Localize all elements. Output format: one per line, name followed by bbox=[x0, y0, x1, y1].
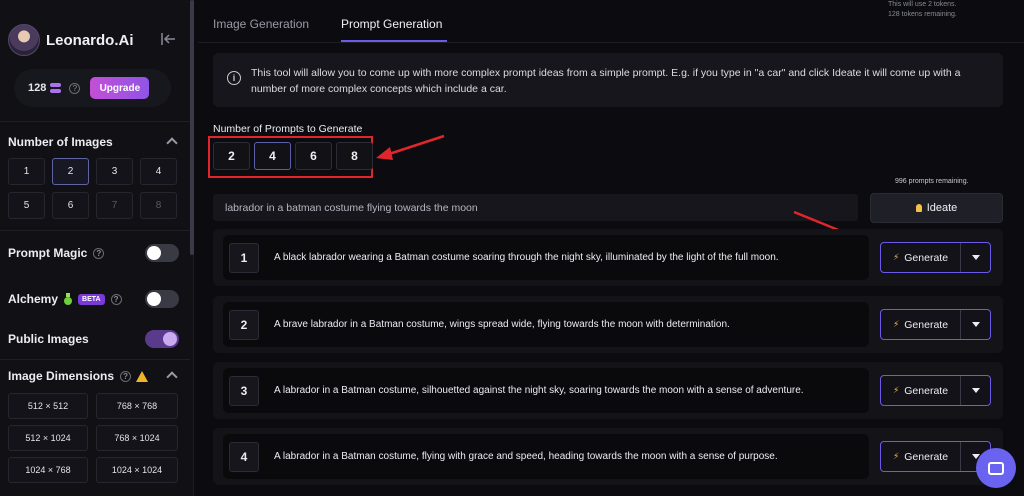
result-text: A brave labrador in a Batman costume, wings spread wide, flying towards the moon with determination. bbox=[274, 319, 730, 330]
sidebar bbox=[0, 0, 194, 496]
prompt-input[interactable]: labrador in a batman costume flying towards the moon bbox=[213, 194, 858, 221]
upgrade-button[interactable]: Upgrade bbox=[90, 77, 149, 99]
generate-options-dropdown[interactable] bbox=[961, 376, 990, 405]
image-dimensions-label bbox=[8, 369, 148, 383]
public-images-label bbox=[8, 332, 89, 346]
result-text: A black labrador wearing a Batman costume soaring through the night sky, illuminated by the light of the full moon. bbox=[274, 252, 779, 263]
image-count-option[interactable]: 6 bbox=[52, 192, 89, 219]
prompt-result-card bbox=[213, 229, 1003, 286]
divider bbox=[0, 121, 190, 122]
dimension-option[interactable]: 768 × 1024 bbox=[96, 425, 178, 451]
image-count-option[interactable]: 3 bbox=[96, 158, 133, 185]
token-count: 128 bbox=[28, 82, 47, 94]
bolt-icon: ⚡ bbox=[892, 252, 900, 262]
annotation-arrow-icon bbox=[372, 133, 448, 163]
brand-name: Leonardo.Ai bbox=[46, 31, 134, 49]
help-icon[interactable]: ? bbox=[93, 248, 104, 259]
help-icon[interactable]: ? bbox=[120, 371, 131, 382]
prompt-result bbox=[223, 302, 869, 347]
generate-split-button bbox=[880, 375, 991, 406]
divider bbox=[0, 359, 190, 360]
generate-split-button bbox=[880, 441, 991, 472]
chat-support-button[interactable] bbox=[976, 448, 1016, 488]
generate-label: Generate bbox=[904, 318, 949, 331]
image-dimensions-options bbox=[8, 393, 178, 483]
prompt-result-card bbox=[213, 428, 1003, 485]
generate-button[interactable] bbox=[881, 310, 961, 339]
prompt-result-card bbox=[213, 296, 1003, 353]
generate-button[interactable] bbox=[881, 442, 961, 471]
prompt-magic-text: Prompt Magic bbox=[8, 246, 88, 260]
generate-label: Generate bbox=[904, 450, 949, 463]
prompt-count-option[interactable]: 8 bbox=[336, 142, 373, 170]
info-icon: i bbox=[227, 71, 241, 85]
dimension-option[interactable]: 512 × 512 bbox=[8, 393, 88, 419]
bolt-icon: ⚡ bbox=[892, 385, 900, 395]
caret-down-icon bbox=[972, 388, 980, 393]
info-text: This tool will allow you to come up with more complex prompt ideas from a simple prompt. E.g. if you type in "a car" and click Ideate it will come up with a number of more complex concepts which include a car. bbox=[251, 67, 961, 95]
beta-badge: BETA bbox=[78, 294, 105, 305]
prompt-count-option[interactable]: 6 bbox=[295, 142, 332, 170]
tab-image-generation[interactable]: Image Generation bbox=[213, 17, 310, 31]
generate-button[interactable] bbox=[881, 376, 961, 405]
result-number: 4 bbox=[229, 442, 259, 472]
bolt-icon: ⚡ bbox=[892, 319, 900, 329]
tab-prompt-generation[interactable]: Prompt Generation bbox=[341, 17, 443, 31]
warning-icon bbox=[136, 371, 148, 382]
generate-label: Generate bbox=[904, 384, 949, 397]
generate-options-dropdown[interactable] bbox=[961, 310, 990, 339]
tabs-divider bbox=[198, 42, 1024, 43]
bolt-icon: ⚡ bbox=[892, 451, 900, 461]
dimension-option[interactable]: 1024 × 768 bbox=[8, 457, 88, 483]
prompt-result-card bbox=[213, 362, 1003, 419]
tokens-remaining-line: 128 tokens remaining. bbox=[888, 11, 957, 18]
caret-down-icon bbox=[972, 322, 980, 327]
alchemy-label bbox=[8, 292, 122, 306]
prompt-count-option[interactable]: 2 bbox=[213, 142, 250, 170]
info-banner bbox=[213, 53, 1003, 107]
prompt-count-option[interactable]: 4 bbox=[254, 142, 291, 170]
image-count-option[interactable]: 1 bbox=[8, 158, 45, 185]
image-count-option[interactable]: 5 bbox=[8, 192, 45, 219]
result-text: A labrador in a Batman costume, flying with grace and speed, heading towards the moon with a sense of purpose. bbox=[274, 451, 778, 462]
image-count-option[interactable]: 2 bbox=[52, 158, 89, 185]
caret-down-icon bbox=[972, 255, 980, 260]
result-text: A labrador in a Batman costume, silhouetted against the night sky, soaring towards the moon with a sense of adventure. bbox=[274, 385, 804, 396]
active-tab-indicator bbox=[341, 40, 447, 42]
image-count-option[interactable]: 4 bbox=[140, 158, 177, 185]
token-cost-line: This will use 2 tokens. bbox=[888, 1, 957, 8]
divider bbox=[0, 230, 190, 231]
alchemy-text: Alchemy bbox=[8, 292, 59, 306]
help-icon[interactable]: ? bbox=[111, 294, 122, 305]
prompt-magic-label bbox=[8, 246, 104, 260]
generate-label: Generate bbox=[904, 251, 949, 264]
dimension-option[interactable]: 1024 × 1024 bbox=[96, 457, 178, 483]
image-dimensions-text: Image Dimensions bbox=[8, 369, 115, 383]
potion-icon bbox=[63, 293, 73, 305]
sidebar-scrollbar[interactable] bbox=[190, 0, 194, 255]
chevron-up-icon[interactable] bbox=[166, 371, 177, 382]
token-balance bbox=[14, 69, 171, 107]
prompt-count-label: Number of Prompts to Generate bbox=[213, 123, 363, 135]
dimension-option[interactable]: 512 × 1024 bbox=[8, 425, 88, 451]
prompt-result bbox=[223, 235, 869, 280]
result-number: 1 bbox=[229, 243, 259, 273]
public-images-toggle[interactable] bbox=[145, 330, 179, 348]
ideate-label: Ideate bbox=[926, 202, 958, 214]
token-coins-icon bbox=[50, 83, 61, 93]
help-icon[interactable]: ? bbox=[69, 83, 80, 94]
generate-options-dropdown[interactable] bbox=[961, 243, 990, 272]
token-cost-note bbox=[888, 0, 957, 20]
alchemy-toggle[interactable] bbox=[145, 290, 179, 308]
prompt-magic-toggle[interactable] bbox=[145, 244, 179, 262]
result-number: 2 bbox=[229, 310, 259, 340]
brand-logo bbox=[8, 24, 40, 56]
collapse-sidebar-icon[interactable] bbox=[160, 32, 176, 46]
image-count-option[interactable]: 8 bbox=[140, 192, 177, 219]
number-of-images-options bbox=[8, 158, 177, 219]
prompt-result bbox=[223, 434, 869, 479]
ideate-button[interactable] bbox=[870, 193, 1003, 223]
generate-split-button bbox=[880, 242, 991, 273]
generate-split-button bbox=[880, 309, 991, 340]
image-count-option[interactable]: 7 bbox=[96, 192, 133, 219]
chat-icon bbox=[988, 462, 1004, 475]
prompts-remaining: 996 prompts remaining. bbox=[895, 178, 969, 185]
brand[interactable] bbox=[8, 24, 134, 56]
generate-button[interactable] bbox=[881, 243, 961, 272]
result-number: 3 bbox=[229, 376, 259, 406]
dimension-option[interactable]: 768 × 768 bbox=[96, 393, 178, 419]
public-images-text: Public Images bbox=[8, 332, 89, 346]
chevron-up-icon[interactable] bbox=[166, 137, 177, 148]
prompt-result bbox=[223, 368, 869, 413]
lightbulb-icon bbox=[916, 204, 922, 212]
number-of-images-title: Number of Images bbox=[8, 135, 113, 149]
